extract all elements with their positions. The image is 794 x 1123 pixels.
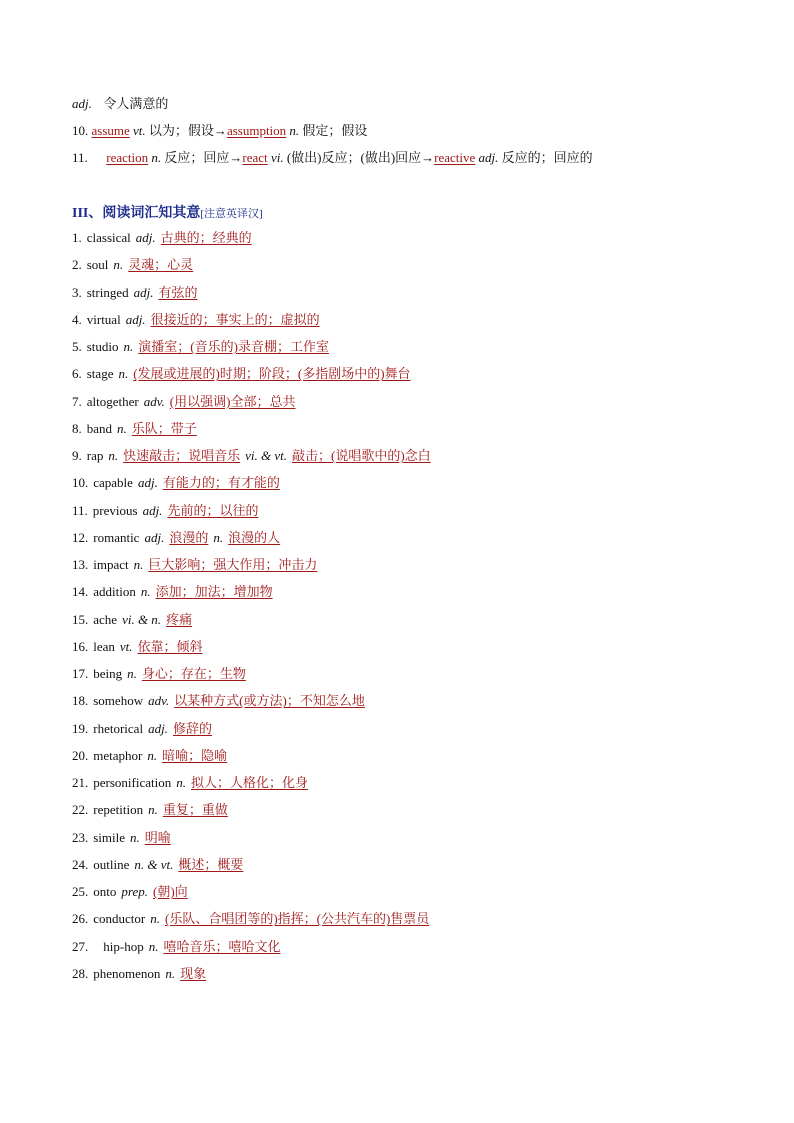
answer-text: 有能力的；有才能的 [162,475,280,491]
derived-word: react [242,150,268,165]
pos-label: n. [147,747,158,763]
answer-text: 概述；概要 [178,856,244,872]
section-heading [72,204,263,223]
vocab-item [72,284,198,302]
item-number: 5. [72,339,82,354]
pos-label: n. [108,448,119,463]
item-number: 27. [72,938,89,954]
vocab-word: classical [86,230,131,245]
vocab-item [72,338,329,356]
vocab-item-top-10 [72,122,367,140]
vocab-word: onto [93,884,117,899]
vocab-word: altogether [86,393,139,409]
answer-text: 拟人；人格化；化身 [190,775,308,790]
item-number: 25. [72,884,89,899]
vocab-item [72,583,273,601]
meaning-text: (做出)反应；(做出)回应→ [286,150,435,165]
vocab-item [72,801,228,819]
pos-label: n. [113,257,124,273]
pos-label: n. [133,557,144,572]
vocab-word: simile [93,829,126,845]
vocab-word: personification [93,775,172,790]
item-number: 18. [72,693,89,709]
item-number: 10. [72,123,89,138]
pos-label: adv. [143,393,165,409]
pos-label: n. [148,938,159,954]
pos-label: n. [176,775,186,790]
pos-label: n. [123,339,134,354]
answer-text: 古典的；经典的 [160,230,252,245]
pos-label: adj. [72,96,92,111]
item-number: 15. [72,611,89,627]
item-number: 9. [72,448,82,463]
pos-label: adj. [137,475,158,491]
pos-label: vi. [270,150,284,165]
vocab-item [72,965,206,983]
answer-text: (朝)向 [152,884,188,899]
pos-label: adj. [148,720,168,736]
vocab-word: being [93,666,123,681]
vocab-item [72,829,171,847]
vocab-item [72,365,411,383]
answer-text: 浪漫的 [169,529,209,545]
pos-label: vt. [133,123,146,138]
answer-text: 浪漫的人 [228,529,281,545]
item-number: 7. [72,393,82,409]
vocab-word: stringed [86,284,129,300]
item-number: 4. [72,311,82,327]
vocab-item [72,311,320,329]
vocab-item [72,856,243,874]
answer-text: 先前的；以往的 [167,502,259,518]
item-number: 16. [72,638,89,654]
vocab-word: impact [93,557,129,572]
item-number: 12. [72,529,89,545]
pos-label: adv. [148,693,170,709]
answer-text: 添加；加法；增加物 [155,584,273,600]
answer-word: assume [91,123,130,138]
section-note: [注意英译汉] [200,208,263,220]
vocab-word: rhetorical [93,720,144,736]
item-number: 19. [72,720,89,736]
vocab-item [72,720,212,738]
item-number: 6. [72,366,82,382]
pos-label: vi. & vt. [245,448,288,463]
vocab-word: repetition [93,802,144,818]
answer-text: (用以强调)全部；总共 [169,393,296,409]
vocab-item [72,502,258,520]
answer-text: 乐队；带子 [131,420,197,436]
vocab-word: soul [86,257,109,273]
vocab-word: ache [93,611,118,627]
vocab-word: virtual [86,311,121,327]
pos-label: prep. [121,884,148,899]
pos-label: n. [127,666,137,681]
vocab-word: rap [86,448,104,463]
answer-text: 有弦的 [158,284,198,300]
vocab-word: metaphor [93,747,143,763]
item-number: 1. [72,230,82,245]
vocab-item [72,393,295,411]
vocab-word: studio [86,339,119,354]
vocab-word: band [86,420,113,436]
vocab-item-top-11 [72,149,593,167]
pos-label: adj. [125,311,146,327]
vocab-item [72,474,280,492]
vocab-item [72,229,252,247]
derived-word: reactive [434,150,476,165]
answer-text: (乐队、合唱团等的)指挥；(公共汽车的)售票员 [164,911,430,927]
answer-text: 巨大影响；强大作用；冲击力 [148,557,318,572]
vocab-word: previous [92,502,138,518]
answer-text: 很接近的；事实上的；虚拟的 [150,311,320,327]
item-number: 24. [72,856,89,872]
answer-text: 以某种方式(或方法)；不知怎么地 [174,693,365,709]
answer-text: 敲击；(说唱歌中的)念白 [292,448,431,463]
pos-label: n. [118,366,129,382]
item-number: 28. [72,965,89,981]
answer-text: 身心；存在；生物 [141,666,246,681]
pos-label: n. [148,802,158,818]
pos-label: n. & vt. [134,856,174,872]
answer-text: 修辞的 [172,720,212,736]
pos-label: adj. [478,150,499,165]
item-number: 26. [72,911,89,927]
section-title: III、阅读词汇知其意 [72,206,201,221]
vocab-word: stage [86,366,114,382]
vocab-item [72,883,188,901]
vocab-item [72,256,193,274]
pos-label: n. [151,150,162,165]
answer-text: 重复；重做 [162,802,228,818]
answer-text: 疼痛 [166,611,193,627]
vocab-word: romantic [93,529,140,545]
item-number: 2. [72,257,82,273]
answer-text: (发展或进展的)时期；阶段；(多指剧场中的)舞台 [133,366,411,382]
item-number: 22. [72,802,89,818]
answer-text: 现象 [180,965,207,981]
vocab-word: conductor [93,911,146,927]
pos-label: n. [213,529,224,545]
item-number: 3. [72,284,82,300]
vocab-item [72,910,429,928]
item-number: 11. [72,502,88,518]
vocab-item [72,529,280,547]
meaning-text: 以为；假设→ [148,123,227,138]
item-number: 13. [72,557,89,572]
item-number: 17. [72,666,89,681]
vocab-word: somehow [93,693,144,709]
vocab-item [72,692,365,710]
vocab-item [72,665,246,683]
pos-label: vt. [119,638,133,654]
answer-text: 暗喻；隐喻 [162,747,228,763]
vocab-item [72,938,280,956]
vocab-item [72,638,203,656]
vocab-word: phenomenon [93,965,161,981]
vocab-word: capable [93,475,133,491]
item-number: 20. [72,747,89,763]
pos-label: n. [140,584,151,600]
answer-text: 嘻哈音乐；嘻哈文化 [163,938,281,954]
pos-label: n. [165,965,176,981]
pos-label: adj. [135,230,156,245]
vocab-word: addition [93,584,136,600]
meaning-text: 假定；假设 [302,123,368,138]
answer-word: reaction [106,150,149,165]
pos-label: n. [150,911,160,927]
answer-text: 明喻 [144,829,171,845]
pos-label: adj. [144,529,165,545]
vocab-item [72,447,431,465]
pos-label: n. [117,420,127,436]
meaning-text: 反应的；回应的 [501,150,593,165]
pos-label: adj. [133,284,154,300]
item-number: 11. [72,150,88,165]
answer-text: 灵魂；心灵 [128,257,194,273]
vocab-word: outline [93,856,130,872]
pos-label: n. [289,123,300,138]
answer-text: 快速敲击；说唱音乐 [123,448,241,463]
item-number: 8. [72,420,82,436]
derived-word: assumption [226,123,287,138]
vocab-word: hip-hop [103,938,144,954]
vocab-word: lean [93,638,115,654]
answer-text: 演播室；(音乐的)录音棚；工作室 [138,339,329,354]
meaning-text: 反应；回应→ [164,150,243,165]
meaning-text: 令人满意的 [103,96,169,111]
vocab-item [72,420,197,438]
carryover-line [72,95,168,113]
vocab-item [72,747,227,765]
item-number: 14. [72,584,89,600]
item-number: 23. [72,829,89,845]
pos-label: n. [130,829,140,845]
vocab-item [72,556,317,574]
pos-label: vi. & n. [122,611,162,627]
vocab-item [72,774,308,792]
pos-label: adj. [142,502,163,518]
vocab-item [72,611,192,629]
item-number: 21. [72,775,89,790]
item-number: 10. [72,475,89,491]
answer-text: 依靠；倾斜 [137,638,203,654]
